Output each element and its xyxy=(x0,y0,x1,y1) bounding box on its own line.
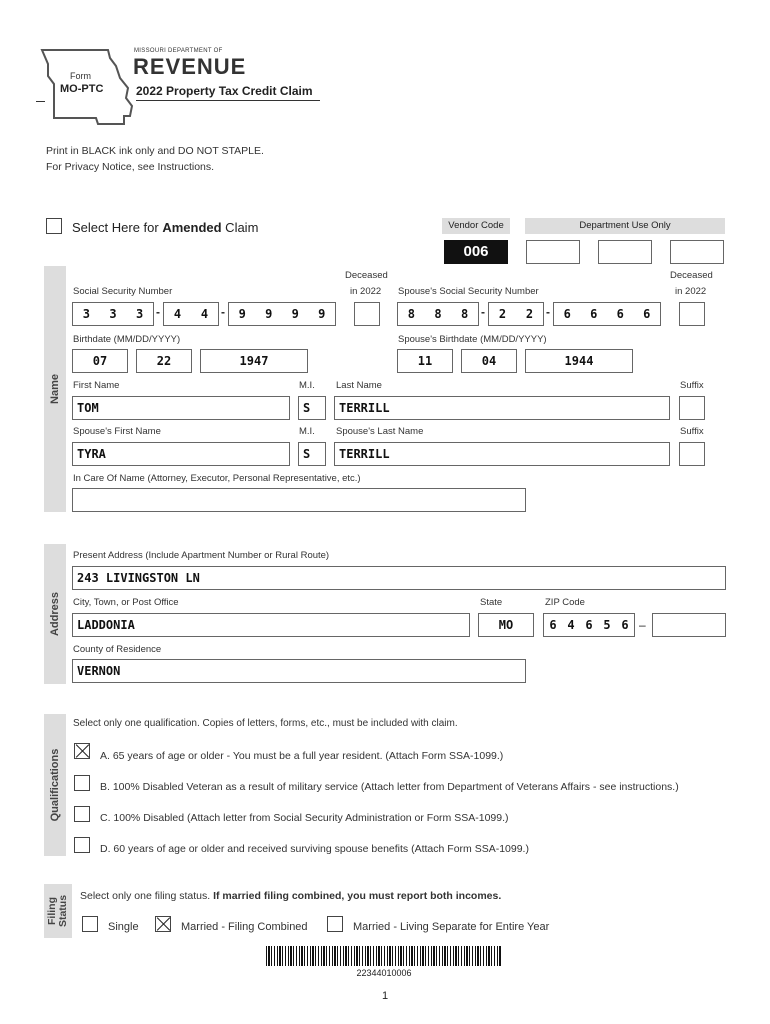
state-value: MO xyxy=(498,618,514,632)
first-name-label: First Name xyxy=(73,380,120,391)
spouse-mi-field[interactable]: S xyxy=(298,442,326,466)
spouse-suffix-field[interactable] xyxy=(679,442,705,466)
vendor-code-value: 006 xyxy=(444,240,508,264)
ssn-dash-1: - xyxy=(156,305,160,319)
qualification-a-checkbox[interactable] xyxy=(74,743,90,759)
zip4-field[interactable] xyxy=(652,613,726,637)
digit: 8 xyxy=(434,307,442,321)
digit: 9 xyxy=(265,307,273,321)
digit: 8 xyxy=(461,307,469,321)
ssn-part-3[interactable] xyxy=(228,302,336,326)
digit: 2 xyxy=(525,307,534,321)
amended-bold: Amended xyxy=(162,220,222,235)
spouse-birth-month-value: 11 xyxy=(417,354,433,368)
birth-day-value: 22 xyxy=(156,354,172,368)
qualifications-section-tab xyxy=(44,714,66,856)
vendor-code-header: Vendor Code xyxy=(442,218,510,234)
digit: 6 xyxy=(621,618,629,632)
filing-intro-plain: Select only one filing status. xyxy=(80,890,214,902)
qualifications-intro: Select only one qualification. Copies of letters, forms, etc., must be included with claim. xyxy=(73,718,458,729)
birth-month[interactable] xyxy=(72,349,128,373)
spouse-ssn-part-1[interactable] xyxy=(397,302,479,326)
spouse-ssn-label: Spouse's Social Security Number xyxy=(398,286,539,297)
amended-claim-checkbox[interactable] xyxy=(46,218,62,234)
digit: 4 xyxy=(200,307,209,321)
filing-married-combined-label: Married - Filing Combined xyxy=(181,921,308,933)
state-field[interactable] xyxy=(478,613,534,637)
last-name-label: Last Name xyxy=(336,380,382,391)
ssn-part-2[interactable] xyxy=(163,302,219,326)
deceased-label-1: Deceased xyxy=(345,270,388,281)
birth-year[interactable] xyxy=(200,349,308,373)
filing-intro-bold: If married filing combined, you must report both incomes. xyxy=(213,890,502,902)
zip-field[interactable] xyxy=(543,613,635,637)
filing-married-separate-label: Married - Living Separate for Entire Year xyxy=(353,921,550,933)
address-field[interactable]: 243 LIVINGSTON LN xyxy=(72,566,726,590)
form-title: 2022 Property Tax Credit Claim xyxy=(136,84,313,98)
agency-name: MISSOURI DEPARTMENT OF xyxy=(134,48,223,54)
mi-field[interactable]: S xyxy=(298,396,326,420)
digit: 4 xyxy=(173,307,182,321)
last-name-field[interactable]: TERRILL xyxy=(334,396,670,420)
digit: 6 xyxy=(616,307,624,321)
ssn-dash-2: - xyxy=(221,305,225,319)
filing-married-combined-checkbox[interactable] xyxy=(155,916,171,932)
instruction-line-1: Print in BLACK ink only and DO NOT STAPLE. xyxy=(46,145,264,157)
spouse-birth-day-value: 04 xyxy=(481,354,497,368)
digit: 6 xyxy=(585,618,593,632)
dept-use-box-1 xyxy=(526,240,580,264)
name-section-label: Name xyxy=(49,374,61,404)
city-label: City, Town, or Post Office xyxy=(73,597,179,608)
digit: 9 xyxy=(238,307,246,321)
qualification-b-checkbox[interactable] xyxy=(74,775,90,791)
birthdate-label: Birthdate (MM/DD/YYYY) xyxy=(73,334,181,345)
dept-use-header: Department Use Only xyxy=(525,218,725,234)
spouse-birth-year-value: 1944 xyxy=(564,354,594,368)
digit: 9 xyxy=(291,307,299,321)
filing-tab-line-1: Filing xyxy=(46,897,58,925)
spouse-birth-day[interactable] xyxy=(461,349,517,373)
dept-use-box-2 xyxy=(598,240,652,264)
amended-post: Claim xyxy=(221,220,259,235)
spouse-birth-year[interactable] xyxy=(525,349,633,373)
spouse-ssn-dash-1: - xyxy=(481,305,485,319)
qualification-a-label: A. 65 years of age or older - You must be a full year resident. (Attach Form SSA-1099.) xyxy=(100,750,504,762)
county-label: County of Residence xyxy=(73,644,162,655)
spouse-birthdate-label: Spouse's Birthdate (MM/DD/YYYY) xyxy=(398,334,547,345)
spouse-last-name-label: Spouse's Last Name xyxy=(336,426,424,437)
spouse-birth-month[interactable] xyxy=(397,349,453,373)
digit: 2 xyxy=(498,307,507,321)
spouse-ssn-part-3[interactable] xyxy=(553,302,661,326)
spouse-first-name-field[interactable]: TYRA xyxy=(72,442,290,466)
amended-claim-label xyxy=(72,220,258,235)
agency-logo-text: REVENUE xyxy=(133,54,247,79)
filing-single-label: Single xyxy=(108,921,139,933)
qualification-b-label: B. 100% Disabled Veteran as a result of military service (Attach letter from Department of Veterans Affairs - see instructions.) xyxy=(100,781,679,793)
qualifications-section-label: Qualifications xyxy=(49,748,61,822)
spouse-deceased-checkbox[interactable] xyxy=(679,302,705,326)
mi-label: M.I. xyxy=(299,380,315,391)
filing-single-checkbox[interactable] xyxy=(82,916,98,932)
filing-tab-line-2: Status xyxy=(57,894,69,928)
care-of-field[interactable] xyxy=(72,488,526,512)
barcode-image xyxy=(266,946,502,966)
digit: 6 xyxy=(563,307,571,321)
digit: 5 xyxy=(603,618,611,632)
filing-married-separate-checkbox[interactable] xyxy=(327,916,343,932)
birth-year-value: 1947 xyxy=(239,354,269,368)
qualification-d-checkbox[interactable] xyxy=(74,837,90,853)
zip-dash: – xyxy=(639,618,646,632)
instruction-line-2: For Privacy Notice, see Instructions. xyxy=(46,161,215,173)
ssn-part-1[interactable] xyxy=(72,302,154,326)
deceased-label-2: in 2022 xyxy=(350,286,382,297)
spouse-first-name-label: Spouse's First Name xyxy=(73,426,161,437)
spouse-mi-label: M.I. xyxy=(299,426,315,437)
digit: 6 xyxy=(590,307,598,321)
care-of-label: In Care Of Name (Attorney, Executor, Personal Representative, etc.) xyxy=(73,473,361,484)
city-field[interactable]: LADDONIA xyxy=(72,613,470,637)
form-id: MO-PTC xyxy=(60,83,104,95)
spouse-deceased-label-2: in 2022 xyxy=(675,286,707,297)
page-number: 1 xyxy=(381,990,389,1002)
barcode-number: 22344010006 xyxy=(356,968,412,978)
ssn-label: Social Security Number xyxy=(73,286,173,297)
filing-intro xyxy=(80,890,501,902)
qualification-c-label: C. 100% Disabled (Attach letter from Social Security Administration or Form SSA-1099.) xyxy=(100,812,509,824)
title-underline xyxy=(136,100,320,101)
digit: 3 xyxy=(82,307,90,321)
spouse-ssn-dash-2: - xyxy=(546,305,550,319)
first-name-field[interactable]: TOM xyxy=(72,396,290,420)
digit: 6 xyxy=(549,618,557,632)
name-section-tab xyxy=(44,266,66,512)
qualification-c-checkbox[interactable] xyxy=(74,806,90,822)
deceased-checkbox[interactable] xyxy=(354,302,380,326)
digit: 3 xyxy=(136,307,144,321)
birth-month-value: 07 xyxy=(92,354,108,368)
suffix-field[interactable] xyxy=(679,396,705,420)
spouse-suffix-label: Suffix xyxy=(680,426,704,437)
digit: 6 xyxy=(643,307,651,321)
qualification-d-label: D. 60 years of age or older and received surviving spouse benefits (Attach Form SSA-1099.) xyxy=(100,843,529,855)
address-section-tab xyxy=(44,544,66,684)
digit: 9 xyxy=(318,307,326,321)
amended-pre: Select Here for xyxy=(72,220,163,235)
suffix-label: Suffix xyxy=(680,380,704,391)
state-label: State xyxy=(480,597,503,608)
spouse-last-name-field[interactable]: TERRILL xyxy=(334,442,670,466)
digit: 3 xyxy=(109,307,117,321)
spouse-deceased-label-1: Deceased xyxy=(670,270,713,281)
county-field[interactable]: VERNON xyxy=(72,659,526,683)
filing-status-tab xyxy=(44,884,72,938)
form-word: Form xyxy=(70,71,91,81)
digit: 4 xyxy=(567,618,575,632)
dept-use-box-3 xyxy=(670,240,724,264)
address-label: Present Address (Include Apartment Number or Rural Route) xyxy=(73,550,330,561)
digit: 8 xyxy=(407,307,415,321)
spouse-ssn-part-2[interactable] xyxy=(488,302,544,326)
margin-tick xyxy=(36,101,45,102)
zip-label: ZIP Code xyxy=(545,597,585,608)
address-section-label: Address xyxy=(49,591,61,637)
birth-day[interactable] xyxy=(136,349,192,373)
